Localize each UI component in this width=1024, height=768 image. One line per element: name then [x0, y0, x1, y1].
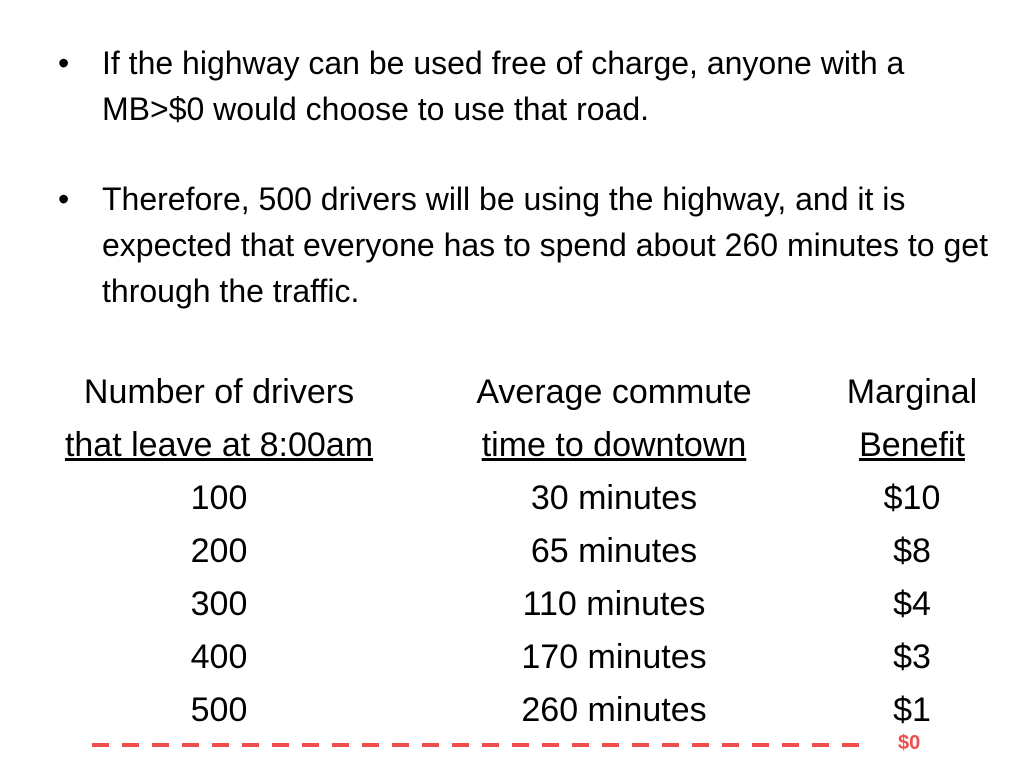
- table-cell: $10: [883, 479, 941, 517]
- column-header-line: Marginal: [846, 373, 978, 411]
- zero-benefit-label: $0: [898, 732, 921, 754]
- table-cell: 300: [190, 585, 248, 623]
- table-cell: 110 minutes: [522, 585, 706, 623]
- table-cell: 260 minutes: [521, 691, 707, 729]
- column-header-line: Number of drivers: [83, 373, 355, 411]
- table-cell: $3: [893, 638, 931, 676]
- table-cell: 400: [190, 638, 248, 676]
- table-cell: 30 minutes: [530, 479, 698, 517]
- benefit-column: [812, 366, 1012, 737]
- table-cell: 65 minutes: [530, 532, 698, 570]
- commute-column: [420, 366, 808, 737]
- bullet-dot-icon: •: [58, 45, 70, 81]
- bullet-dot-icon: •: [58, 181, 70, 217]
- table-cell: 200: [190, 532, 248, 570]
- table-cell: 100: [190, 479, 248, 517]
- zero-benefit-dashed-line: [92, 743, 860, 747]
- bullet-list: [58, 40, 998, 358]
- drivers-column: [24, 366, 414, 737]
- column-header-line: that leave at 8:00am: [64, 426, 374, 464]
- table-cell: $1: [893, 691, 931, 729]
- table-cell: $4: [893, 585, 931, 623]
- column-header-line: Benefit: [859, 426, 965, 464]
- table-cell: 170 minutes: [521, 638, 707, 676]
- column-header-line: Average commute: [476, 373, 752, 411]
- bullet-item: [58, 40, 998, 132]
- table-cell: $8: [893, 532, 931, 570]
- table-cell: 500: [190, 691, 248, 729]
- bullet-text: Therefore, 500 drivers will be using the highway, and it is expected that everyone has to spend about 260 minutes to get through the traffic.: [102, 181, 988, 309]
- bullet-text: If the highway can be used free of charge, anyone with a MB>$0 would choose to use that road.: [102, 45, 905, 127]
- column-header-line: time to downtown: [481, 426, 747, 464]
- bullet-item: [58, 176, 998, 314]
